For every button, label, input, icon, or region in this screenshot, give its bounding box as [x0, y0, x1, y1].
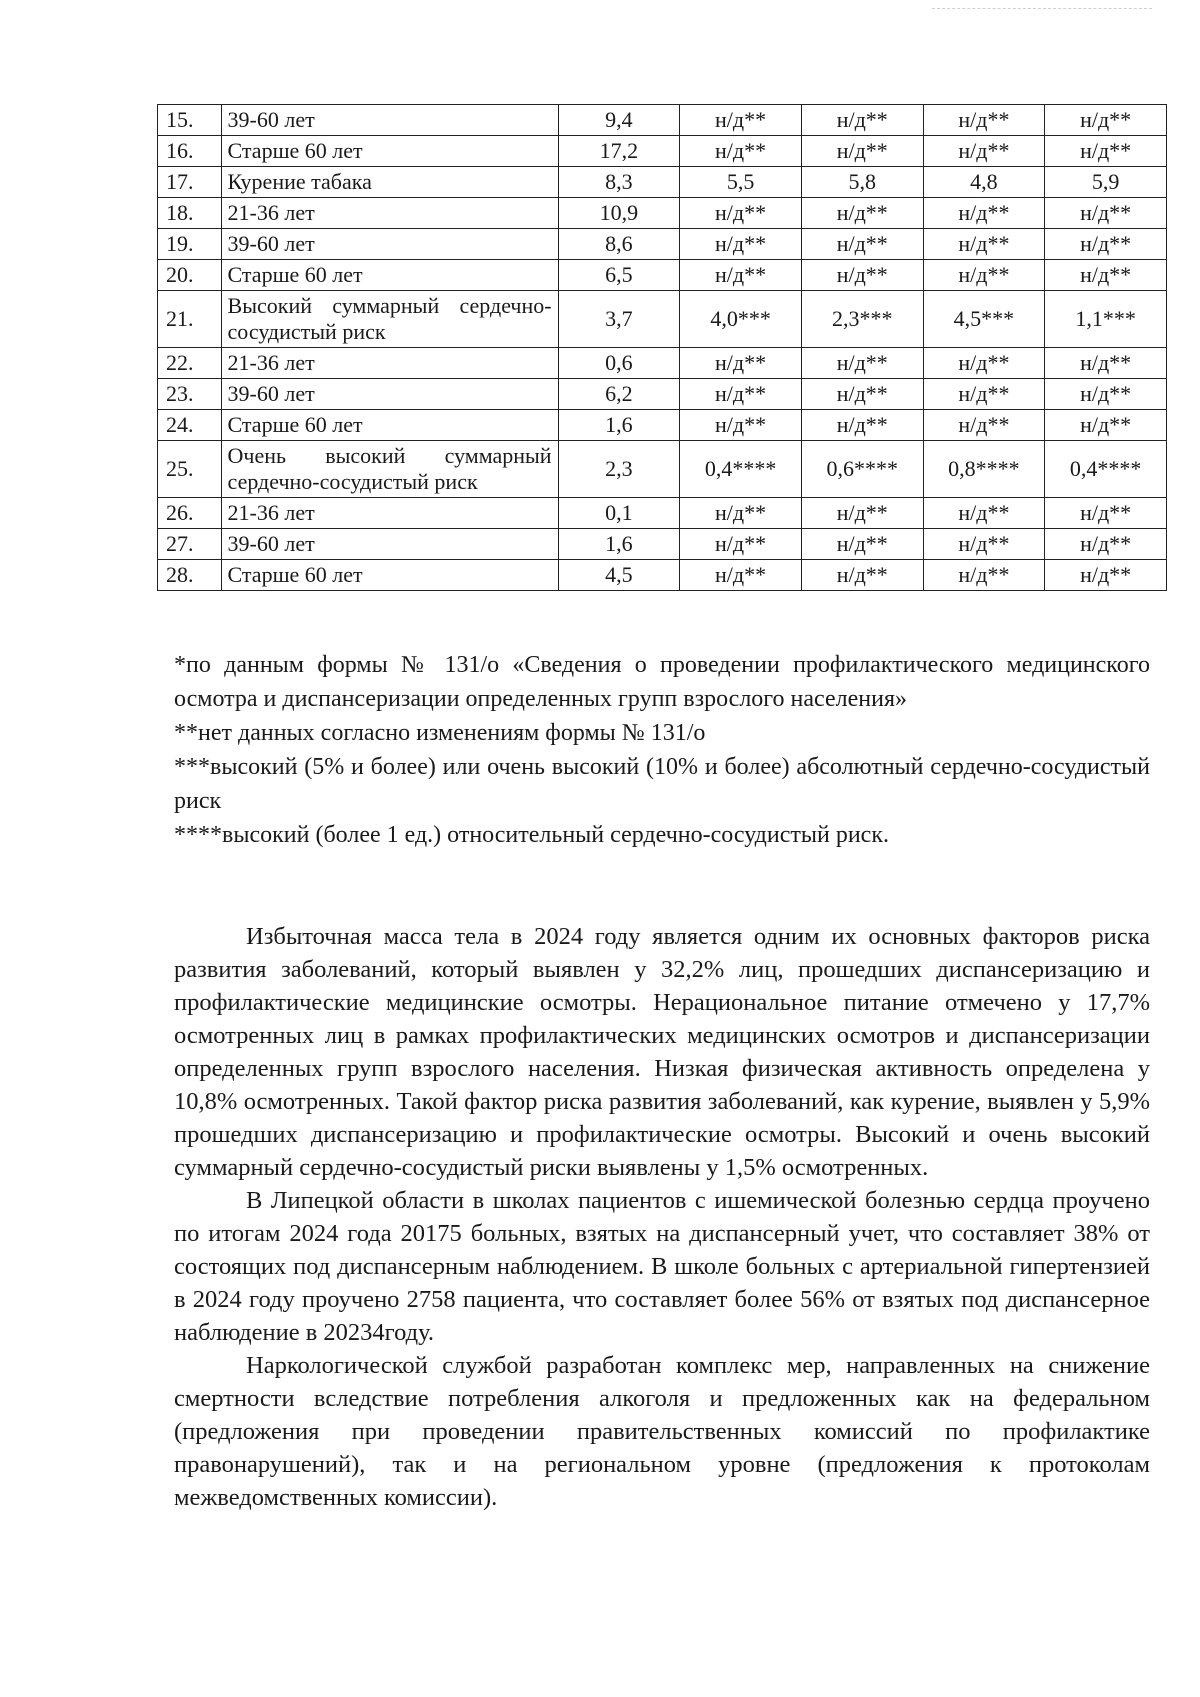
row-value: н/д** — [923, 198, 1045, 229]
row-value: н/д** — [1045, 560, 1167, 591]
row-value: 8,6 — [558, 229, 680, 260]
row-value: 1,6 — [558, 410, 680, 441]
row-value: н/д** — [1045, 260, 1167, 291]
footnote-1: *по данным формы № 131/о «Сведения о проведении профилактического медицинского осмотра и диспансеризации определенных групп взрослого населения» — [174, 652, 1150, 712]
row-value: н/д** — [801, 498, 923, 529]
row-value: 5,5 — [680, 167, 802, 198]
row-value: 5,9 — [1045, 167, 1167, 198]
row-number: 20. — [158, 260, 222, 291]
row-value: н/д** — [680, 410, 802, 441]
row-number: 16. — [158, 136, 222, 167]
row-indicator: Высокий суммарный сердечно-сосудистый риск — [221, 291, 558, 348]
row-value: н/д** — [680, 529, 802, 560]
table-row — [158, 560, 1167, 591]
row-value: н/д** — [923, 560, 1045, 591]
table-row — [158, 441, 1167, 498]
row-indicator: Курение табака — [221, 167, 558, 198]
row-value: 6,2 — [558, 379, 680, 410]
footnote-3: ***высокий (5% и более) или очень высокий (10% и более) абсолютный сердечно-сосудистый риск — [174, 754, 1150, 814]
row-value: н/д** — [1045, 229, 1167, 260]
row-value: н/д** — [801, 136, 923, 167]
table-row — [158, 498, 1167, 529]
row-value: н/д** — [1045, 498, 1167, 529]
row-value: н/д** — [680, 198, 802, 229]
row-value: н/д** — [1045, 105, 1167, 136]
row-value: н/д** — [801, 229, 923, 260]
row-indicator: Старше 60 лет — [221, 260, 558, 291]
row-value: н/д** — [801, 198, 923, 229]
row-value: н/д** — [1045, 410, 1167, 441]
row-value: н/д** — [923, 260, 1045, 291]
table-row — [158, 260, 1167, 291]
row-value: 0,4**** — [680, 441, 802, 498]
row-number: 25. — [158, 441, 222, 498]
row-number: 17. — [158, 167, 222, 198]
row-value: н/д** — [801, 348, 923, 379]
row-value: 9,4 — [558, 105, 680, 136]
row-indicator: Очень высокий суммарный сердечно-сосудистый риск — [221, 441, 558, 498]
row-value: 4,5*** — [923, 291, 1045, 348]
paragraph-3: Наркологической службой разработан комплекс мер, направленных на снижение смертности вследствие потребления алкоголя и предложенных как на федеральном (предложения при проведении правительственных комиссий по профилактике правонарушений), так и на региональном уровне (предложения к протоколам межведомственных комиссии). — [174, 1352, 1150, 1511]
table-row — [158, 167, 1167, 198]
row-indicator: 39-60 лет — [221, 105, 558, 136]
row-value: н/д** — [923, 379, 1045, 410]
row-value: н/д** — [923, 410, 1045, 441]
row-value: н/д** — [801, 260, 923, 291]
row-indicator: 39-60 лет — [221, 529, 558, 560]
table-row — [158, 410, 1167, 441]
row-value: н/д** — [1045, 529, 1167, 560]
row-value: н/д** — [1045, 379, 1167, 410]
row-value: н/д** — [680, 560, 802, 591]
table-row — [158, 198, 1167, 229]
row-value: 0,4**** — [1045, 441, 1167, 498]
row-value: 2,3*** — [801, 291, 923, 348]
row-number: 21. — [158, 291, 222, 348]
row-value: 4,5 — [558, 560, 680, 591]
row-value: н/д** — [923, 229, 1045, 260]
row-value: н/д** — [1045, 198, 1167, 229]
row-indicator: Старше 60 лет — [221, 136, 558, 167]
row-value: н/д** — [680, 136, 802, 167]
row-indicator: 39-60 лет — [221, 379, 558, 410]
row-value: 2,3 — [558, 441, 680, 498]
row-value: н/д** — [680, 379, 802, 410]
risk-factor-table — [157, 104, 1167, 591]
row-value: н/д** — [801, 379, 923, 410]
row-value: 0,1 — [558, 498, 680, 529]
row-value: н/д** — [923, 348, 1045, 379]
paragraph-1: Избыточная масса тела в 2024 году является одним их основных факторов риска развития заболеваний, который выявлен у 32,2% лиц, прошедших диспансеризацию и профилактические медицинские осмотры. Нерациональное питание отмечено у 17,7% осмотренных лиц в рамках профилактических медицинских осмотров и диспансеризации определенных групп взрослого населения. Низкая физическая активность определена у 10,8% осмотренных. Такой фактор риска развития заболеваний, как курение, выявлен у 5,9% прошедших диспансеризацию и профилактические осмотры. Высокий и очень высокий суммарный сердечно-сосудистый риски выявлены у 1,5% осмотренных. — [174, 923, 1150, 1181]
body-text — [174, 920, 1150, 1514]
row-number: 23. — [158, 379, 222, 410]
row-number: 27. — [158, 529, 222, 560]
table-row — [158, 105, 1167, 136]
row-value: н/д** — [801, 105, 923, 136]
table-row — [158, 229, 1167, 260]
row-value: 0,6**** — [801, 441, 923, 498]
row-indicator: Старше 60 лет — [221, 560, 558, 591]
row-value: 6,5 — [558, 260, 680, 291]
row-value: н/д** — [680, 229, 802, 260]
row-value: 0,6 — [558, 348, 680, 379]
row-value: н/д** — [1045, 348, 1167, 379]
row-number: 18. — [158, 198, 222, 229]
row-indicator: 21-36 лет — [221, 198, 558, 229]
row-value: н/д** — [680, 105, 802, 136]
row-value: н/д** — [680, 260, 802, 291]
row-number: 28. — [158, 560, 222, 591]
row-number: 15. — [158, 105, 222, 136]
row-value: 1,6 — [558, 529, 680, 560]
row-value: н/д** — [923, 136, 1045, 167]
row-value: 8,3 — [558, 167, 680, 198]
row-indicator: 21-36 лет — [221, 348, 558, 379]
row-number: 24. — [158, 410, 222, 441]
row-indicator: 21-36 лет — [221, 498, 558, 529]
row-value: н/д** — [923, 498, 1045, 529]
row-value: н/д** — [923, 105, 1045, 136]
table-row — [158, 529, 1167, 560]
row-value: н/д** — [801, 560, 923, 591]
row-number: 19. — [158, 229, 222, 260]
row-value: н/д** — [680, 348, 802, 379]
scan-edge-mark — [932, 8, 1152, 9]
paragraph-2: В Липецкой области в школах пациентов с ишемической болезнью сердца проучено по итогам 2024 года 20175 больных, взятых на диспансерный учет, что составляет 38% от состоящих под диспансерным наблюдением. В школе больных с артериальной гипертензией в 2024 году проучено 2758 пациента, что составляет более 56% от взятых под диспансерное наблюдение в 20234году. — [174, 1187, 1150, 1346]
table-row — [158, 379, 1167, 410]
footnote-2: **нет данных согласно изменениям формы № 131/о — [174, 720, 706, 746]
table-row — [158, 136, 1167, 167]
row-value: н/д** — [801, 410, 923, 441]
row-value: 17,2 — [558, 136, 680, 167]
row-value: н/д** — [680, 498, 802, 529]
row-value: 4,8 — [923, 167, 1045, 198]
row-value: 5,8 — [801, 167, 923, 198]
row-indicator: Старше 60 лет — [221, 410, 558, 441]
row-value: 1,1*** — [1045, 291, 1167, 348]
footnotes — [174, 648, 1150, 852]
row-value: 4,0*** — [680, 291, 802, 348]
table-row — [158, 291, 1167, 348]
row-value: 10,9 — [558, 198, 680, 229]
row-number: 22. — [158, 348, 222, 379]
row-value: н/д** — [1045, 136, 1167, 167]
table-row — [158, 348, 1167, 379]
footnote-4: ****высокий (более 1 ед.) относительный сердечно-сосудистый риск. — [174, 822, 889, 848]
row-value: 0,8**** — [923, 441, 1045, 498]
row-value: н/д** — [923, 529, 1045, 560]
row-value: 3,7 — [558, 291, 680, 348]
row-indicator: 39-60 лет — [221, 229, 558, 260]
row-number: 26. — [158, 498, 222, 529]
row-value: н/д** — [801, 529, 923, 560]
